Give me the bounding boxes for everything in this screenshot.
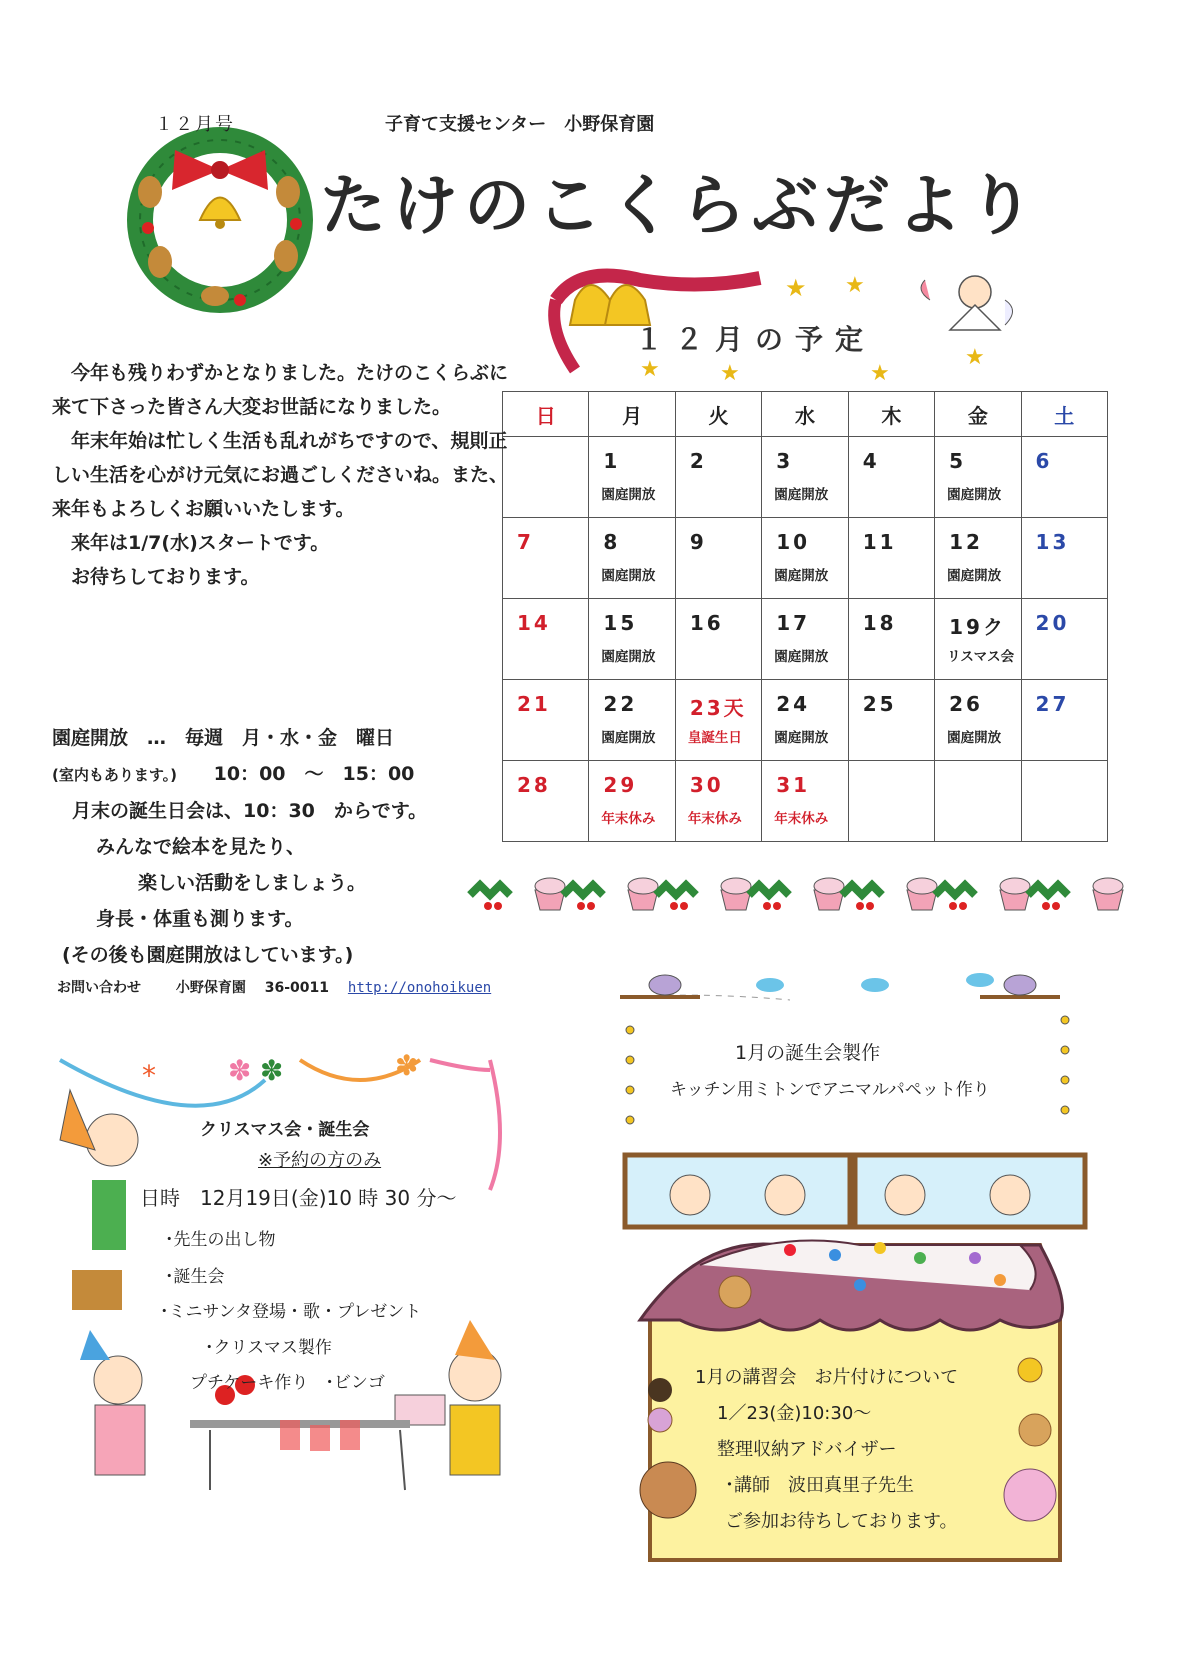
lecture-invitation: ご参加お待ちしております。 xyxy=(725,1511,958,1532)
calendar-day-number: 9 xyxy=(689,530,707,554)
calendar-event-note: 園庭開放 xyxy=(947,730,1002,746)
svg-text:★: ★ xyxy=(640,357,660,382)
calendar-week-row xyxy=(503,437,1108,518)
calendar-event-note: 園庭開放 xyxy=(774,730,829,746)
calendar-day-number: 10 xyxy=(776,530,811,554)
christmas-party-date: 日時 12月19日(金)10 時 30 分～ xyxy=(140,1186,457,1210)
lecture-instructor: ･講師 波田真里子先生 xyxy=(725,1475,914,1496)
calendar-week-row xyxy=(503,680,1108,761)
contact-info xyxy=(57,977,491,997)
calendar-day-number: 16 xyxy=(689,611,724,635)
calendar-day-cell xyxy=(1021,680,1107,761)
intro-paragraph-1: 今年も残りわずかとなりました。たけのこくらぶに来て下さった皆さん大変お世話になりました。 xyxy=(52,362,509,418)
open-garden-note: (室内もあります。) xyxy=(52,766,178,784)
calendar-day-cell xyxy=(935,761,1021,842)
svg-text:✽: ✽ xyxy=(228,1054,252,1087)
calendar-day-cell xyxy=(848,437,934,518)
calendar-day-number: 18 xyxy=(862,611,897,635)
calendar-day-number: 24 xyxy=(776,692,811,716)
calendar-day-cell xyxy=(848,518,934,599)
calendar-event-note: 年末休み xyxy=(774,811,829,827)
calendar-day-number: 20 xyxy=(1035,611,1070,635)
calendar-day-number: 26 xyxy=(949,692,983,716)
calendar-day-number: 12 xyxy=(949,530,983,554)
december-calendar xyxy=(502,391,1108,842)
calendar-day-number: 29 xyxy=(603,773,638,797)
calendar-day-cell xyxy=(589,680,675,761)
calendar-day-number: 15 xyxy=(603,611,638,635)
calendar-day-number: 31 xyxy=(776,773,811,797)
calendar-day-cell xyxy=(589,437,675,518)
calendar-event-note: 園庭開放 xyxy=(601,730,656,746)
calendar-day-cell xyxy=(675,680,761,761)
svg-text:★: ★ xyxy=(870,361,890,386)
calendar-day-number: 30 xyxy=(689,773,724,797)
weekday-thu: 木 xyxy=(848,392,934,437)
christmas-item: ･先生の出し物 xyxy=(165,1230,276,1250)
measurement-line: 身長・体重も測ります。 xyxy=(96,908,304,930)
calendar-day-cell xyxy=(848,761,934,842)
calendar-day-number: 11 xyxy=(862,530,897,554)
calendar-day-cell xyxy=(935,599,1021,680)
calendar-day-number: 17 xyxy=(776,611,811,635)
calendar-weekday-row xyxy=(503,392,1108,437)
weekday-sat: 土 xyxy=(1021,392,1107,437)
calendar-day-number: 8 xyxy=(603,530,621,554)
calendar-day-number: 27 xyxy=(1035,692,1070,716)
open-garden-schedule: 園庭開放 … 毎週 月・水・金 曜日 xyxy=(52,727,395,749)
intro-paragraph-2: 年末年始は忙しく生活も乱れがちですので、規則正しい生活を心がけ元気にお過ごしくださいね。また、来年もよろしくお願いいたします。 xyxy=(52,430,509,520)
calendar-day-number: 22 xyxy=(603,692,638,716)
after-note-line: (その後も園庭開放はしています。) xyxy=(62,944,354,966)
intro-paragraph-4: お待ちしております。 xyxy=(71,566,260,588)
contact-name: 小野保育園 xyxy=(175,980,246,996)
calendar-day-number: 13 xyxy=(1035,530,1070,554)
schedule-title: １２月の予定 xyxy=(635,323,876,356)
intro-paragraph-3: 来年は1/7(水)スタートです。 xyxy=(71,532,330,554)
calendar-day-cell xyxy=(935,518,1021,599)
calendar-event-note: 園庭開放 xyxy=(601,649,656,665)
contact-url-link[interactable]: http://onohoikuen xyxy=(347,980,492,996)
open-garden-time: 10：00 ～ 15：00 xyxy=(213,763,415,785)
calendar-event-note: 園庭開放 xyxy=(774,487,829,503)
calendar-day-cell xyxy=(675,437,761,518)
calendar-day-number: 23天 xyxy=(689,696,747,720)
calendar-day-number: 28 xyxy=(517,773,551,797)
organization-name: 子育て支援センター 小野保育園 xyxy=(385,114,655,135)
birthday-party-time: 月末の誕生日会は、10：30 からです。 xyxy=(72,800,428,822)
calendar-day-cell xyxy=(935,680,1021,761)
calendar-event-note: 園庭開放 xyxy=(774,568,829,584)
svg-text:★: ★ xyxy=(965,345,985,370)
calendar-day-cell xyxy=(589,518,675,599)
calendar-event-note: 年末休み xyxy=(687,811,742,827)
calendar-event-note: 園庭開放 xyxy=(947,487,1002,503)
christmas-item: プチケーキ作り ･ビンゴ xyxy=(190,1373,385,1393)
calendar-day-number: 2 xyxy=(689,449,707,473)
contact-label: お問い合わせ xyxy=(57,980,141,996)
calendar-event-note: 園庭開放 xyxy=(774,649,829,665)
reservation-note: ※予約の方のみ xyxy=(258,1150,382,1171)
calendar-event-note: 園庭開放 xyxy=(947,568,1002,584)
dots-border xyxy=(626,1016,1069,1124)
calendar-day-number: 3 xyxy=(776,449,794,473)
christmas-item: ･誕生会 xyxy=(165,1267,225,1287)
calendar-day-number: 1 xyxy=(603,449,621,473)
wreath-icon xyxy=(138,140,302,306)
calendar-day-cell xyxy=(848,599,934,680)
activity-line-1: みんなで絵本を見たり、 xyxy=(96,836,306,858)
calendar-day-cell xyxy=(589,761,675,842)
weekday-sun: 日 xyxy=(503,392,589,437)
holly-cupcake-garland xyxy=(470,878,1123,910)
calendar-day-cell xyxy=(935,437,1021,518)
weekday-tue: 火 xyxy=(675,392,761,437)
calendar-day-number: 7 xyxy=(517,530,534,554)
calendar-day-cell xyxy=(1021,761,1107,842)
calendar-event-note: 年末休み xyxy=(601,811,656,827)
activity-line-2: 楽しい活動をしましょう。 xyxy=(138,872,367,894)
calendar-event-note: 園庭開放 xyxy=(601,568,656,584)
calendar-day-cell xyxy=(762,761,848,842)
lecture-title: 1月の講習会 お片付けについて xyxy=(695,1367,959,1388)
calendar-week-row xyxy=(503,599,1108,680)
calendar-day-cell xyxy=(848,680,934,761)
angel-icon xyxy=(921,276,1013,330)
snowflake-icon xyxy=(142,1049,418,1092)
calendar-day-cell xyxy=(762,518,848,599)
calendar-week-row xyxy=(503,761,1108,842)
svg-text:✽: ✽ xyxy=(260,1054,284,1087)
lecture-role: 整理収納アドバイザー xyxy=(717,1439,897,1460)
january-craft-title: 1月の誕生会製作 xyxy=(735,1042,881,1064)
lecture-info xyxy=(695,1360,958,1540)
calendar-week-row xyxy=(503,518,1108,599)
birds-frame xyxy=(620,973,1060,1000)
calendar-day-cell xyxy=(1021,599,1107,680)
window-children-illustration xyxy=(625,1155,1085,1227)
january-craft-description: キッチン用ミトンでアニマルパペット作り xyxy=(670,1080,990,1100)
svg-text:★: ★ xyxy=(785,274,807,302)
christmas-party-title: クリスマス会・誕生会 xyxy=(200,1120,370,1140)
lecture-date: 1／23(金)10:30～ xyxy=(717,1403,872,1424)
newsletter-title: たけのこくらぶだより xyxy=(320,167,1040,244)
weekday-mon: 月 xyxy=(589,392,675,437)
calendar-day-number: 5 xyxy=(949,449,967,473)
calendar-day-cell xyxy=(762,437,848,518)
calendar-day-cell xyxy=(675,518,761,599)
calendar-event-note: 皇誕生日 xyxy=(687,730,742,746)
open-garden-hours xyxy=(52,756,522,793)
weekday-fri: 金 xyxy=(935,392,1021,437)
christmas-item: ･ミニサンタ登場・歌・プレゼント xyxy=(160,1302,422,1322)
calendar-event-note: 園庭開放 xyxy=(601,487,656,503)
calendar-day-number: 21 xyxy=(517,692,551,716)
calendar-day-number: 19ク xyxy=(949,615,1006,639)
calendar-day-cell xyxy=(762,599,848,680)
calendar-day-cell xyxy=(503,599,589,680)
calendar-day-cell xyxy=(1021,437,1107,518)
svg-text:★: ★ xyxy=(845,273,865,298)
calendar-event-note: リスマス会 xyxy=(947,649,1015,665)
svg-text:★: ★ xyxy=(720,361,740,386)
calendar-day-number: 6 xyxy=(1035,449,1053,473)
christmas-item: ･クリスマス製作 xyxy=(205,1338,332,1358)
open-garden-info xyxy=(52,720,522,973)
calendar-day-cell xyxy=(1021,518,1107,599)
calendar-day-cell xyxy=(589,599,675,680)
svg-text:*: * xyxy=(142,1059,156,1092)
calendar-day-cell xyxy=(762,680,848,761)
intro-message xyxy=(52,356,522,594)
calendar-day-number: 25 xyxy=(862,692,897,716)
weekday-wed: 水 xyxy=(762,392,848,437)
calendar-day-number: 14 xyxy=(517,611,551,635)
issue-label: １２月号 xyxy=(155,114,235,135)
calendar-day-cell xyxy=(675,599,761,680)
contact-phone: 36-0011 xyxy=(264,980,330,996)
calendar-day-cell xyxy=(675,761,761,842)
calendar-day-number: 4 xyxy=(862,449,880,473)
svg-text:✽: ✽ xyxy=(395,1049,419,1082)
